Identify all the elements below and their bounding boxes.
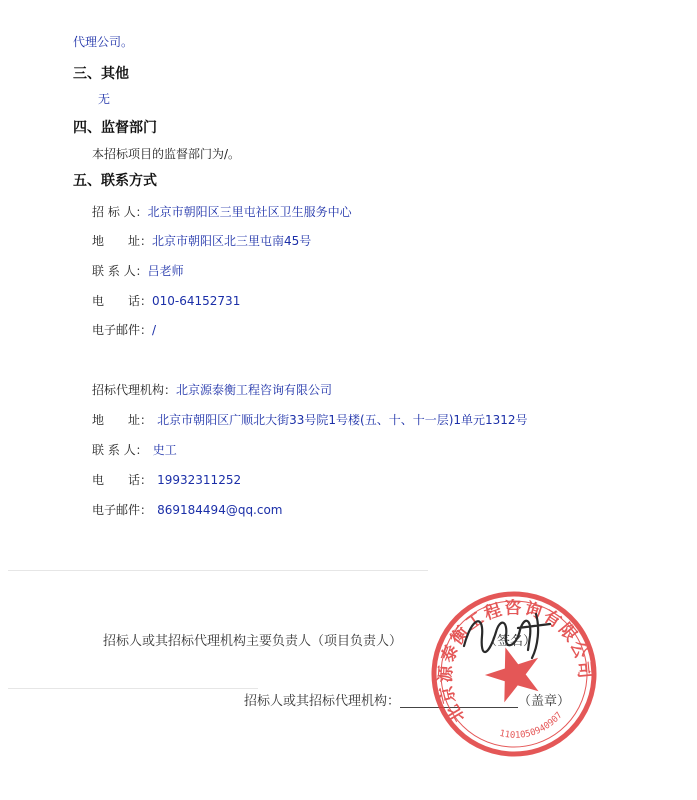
- section-heading-supervision: 四、监督部门: [73, 120, 157, 136]
- agency-phone: 19932311252: [157, 473, 242, 487]
- agency-address-row: [92, 409, 528, 428]
- agency-email-row: [92, 499, 283, 518]
- section-body-other: 无: [98, 92, 111, 106]
- tenderer-phone-row: [92, 290, 240, 309]
- agency-email: 869184494@qq.com: [157, 503, 283, 517]
- agency-address-label: 地 址：: [92, 413, 153, 427]
- tenderer-email-label: 电子邮件：: [92, 323, 153, 337]
- agency-contact: 史工: [152, 443, 177, 457]
- seal-company-text: 北京源泰衡工程咨询有限公司: [435, 598, 595, 726]
- agency-seal-label: 招标人或其招标代理机构：: [244, 694, 401, 709]
- tenderer-address-label: 地 址：: [92, 234, 153, 248]
- agency-contact-label: 联 系 人：: [92, 443, 148, 457]
- tenderer-email-row: [92, 319, 156, 338]
- scan-line: [8, 688, 258, 689]
- section-heading-other: 三、其他: [73, 66, 129, 82]
- agency-name: 北京源泰衡工程咨询有限公司: [176, 383, 333, 397]
- agency-phone-row: [92, 469, 241, 488]
- tenderer-address: 北京市朝阳区北三里屯南45号: [152, 234, 312, 248]
- agency-email-label: 电子邮件：: [92, 503, 153, 517]
- seal-number-text: 1101050940907: [498, 710, 565, 741]
- handwritten-signature: [458, 606, 558, 662]
- section-heading-contact: 五、联系方式: [73, 173, 157, 189]
- agency-address: 北京市朝阳区广顺北大街33号院1号楼(五、十、十一层)1单元1312号: [157, 413, 528, 427]
- tenderer-phone: 010-64152731: [152, 294, 241, 308]
- seal-suffix: （盖章）: [518, 694, 571, 709]
- sign-suffix: （签名）: [484, 634, 537, 649]
- tenderer-name-label: 招 标 人：: [92, 205, 148, 219]
- tenderer-name: 北京市朝阳区三里屯社区卫生服务中心: [147, 205, 352, 219]
- agency-phone-label: 电 话：: [92, 473, 153, 487]
- agency-contact-row: [92, 439, 177, 458]
- agency-name-label: 招标代理机构：: [92, 383, 177, 397]
- tenderer-name-row: [92, 201, 352, 220]
- tenderer-contact-label: 联 系 人：: [92, 264, 148, 278]
- tenderer-phone-label: 电 话：: [92, 294, 153, 308]
- intro-tail: 代理公司。: [73, 35, 134, 49]
- section-body-supervision: 本招标项目的监督部门为/。: [92, 147, 241, 161]
- agency-name-row: [92, 379, 332, 398]
- scan-line: [8, 570, 428, 571]
- tenderer-address-row: [92, 230, 311, 249]
- tenderer-contact: 吕老师: [147, 264, 184, 278]
- tenderer-contact-row: [92, 260, 184, 279]
- tenderer-email: /: [152, 323, 157, 337]
- responsible-label: 招标人或其招标代理机构主要负责人（项目负责人）: [103, 634, 403, 649]
